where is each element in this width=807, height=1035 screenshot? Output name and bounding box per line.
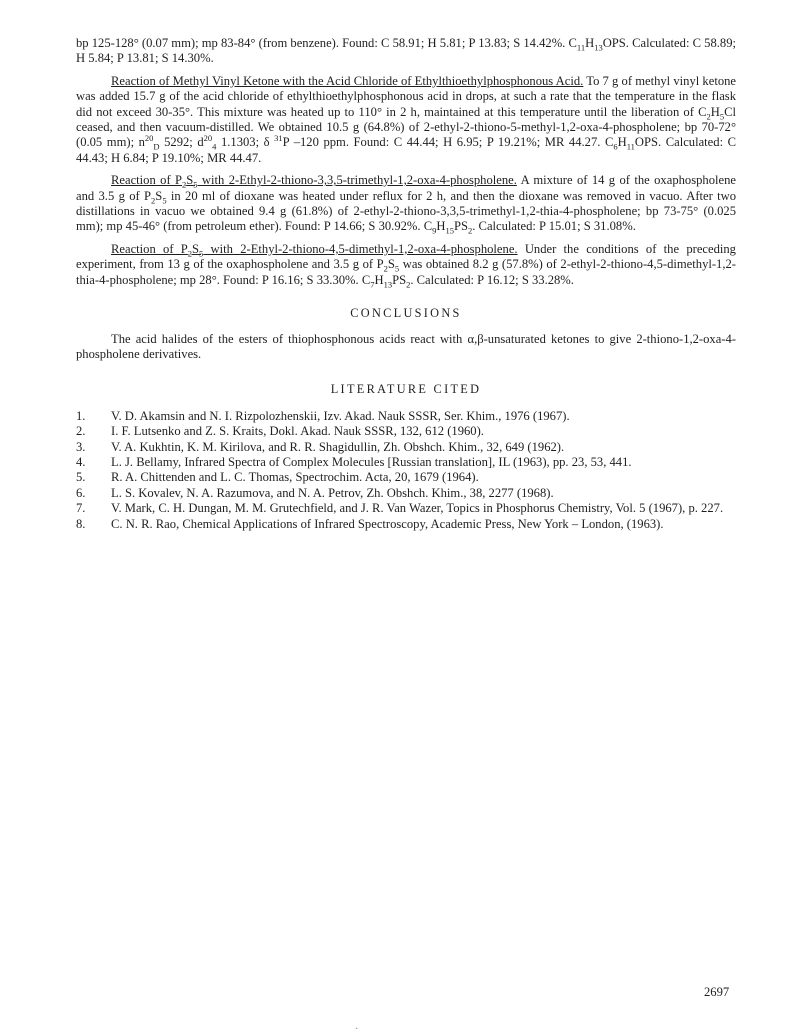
reference-text: L. J. Bellamy, Infrared Spectra of Complex Molecules [Russian translation], IL (1963), pp. 23, 53, 441. [111,454,632,469]
reference-text: C. N. R. Rao, Chemical Applications of Infrared Spectroscopy, Academic Press, New York – London, (1963). [111,516,664,531]
paragraph-methyl-vinyl-ketone [76,74,736,166]
reference-text: I. F. Lutsenko and Z. S. Kraits, Dokl. Akad. Nauk SSSR, 132, 612 (1960). [111,424,484,439]
subscript: 5 [719,111,725,122]
text-span: with 2-Ethyl-2-thiono-3,3,5-trimethyl-1,2-oxa-4-phospholene. [197,173,517,188]
subscript: 2 [706,111,711,122]
text-span: 5292; d [159,135,204,150]
reference-list [76,409,736,532]
text-span: was obtained 8.2 g (57.8%) of 2-ethyl-2-thiono-4,5-dimethyl-1,2-thia-4-phospholene; mp 28°. Found: P 16.16; S 33.30%. C [76,257,736,287]
text-span: OPS. Calculated: C 44.43; H 6.84; P 19.10%; MR 44.47. [76,135,737,165]
text-span: H [585,36,595,50]
paragraph-title [111,173,517,190]
text-span: H [710,104,720,119]
reference-number: 8. [76,516,86,531]
reference-item [76,440,736,455]
subscript: 5 [162,195,167,206]
reference-item [76,455,736,470]
reference-item [76,424,736,439]
reference-text: L. S. Kovalev, N. A. Razumova, and N. A. Petrov, Zh. Obshch. Khim., 38, 2277 (1968). [111,485,554,500]
text-span: bp 125-128° (0.07 mm); mp 83-84° (from benzene). Found: C 58.91; H 5.81; P 13.83; S 14.42%. C [76,36,577,50]
subscript: 4 [212,141,217,152]
paragraph-p2s5-trimethyl [76,173,736,235]
paragraph-title [111,241,518,259]
paragraph-p2s5-dimethyl [76,242,736,288]
conclusions-text: The acid halides of the esters of thiophosphonous acids react with α,β-unsaturated ketones to give 2-thiono-1,2-oxa-4-phospholene derivatives. [76,331,736,361]
text-span: Reaction of P [111,173,183,188]
subscript: 13 [594,42,603,53]
reference-number: 5. [76,470,86,485]
superscript: 20 [144,133,154,144]
scan-mark: · [355,1024,359,1035]
subscript: 11 [626,141,635,152]
text-span: H [617,135,627,150]
subscript: 6 [613,141,618,152]
text-span: S [192,241,200,256]
reference-item [76,409,736,424]
subscript: 2 [151,195,156,206]
subscript: 5 [199,248,204,259]
superscript: 31 [274,133,283,144]
reference-number: 7. [76,501,86,516]
reference-item [76,517,736,532]
reference-item [76,501,736,516]
subscript: D [153,141,160,152]
subscript: 15 [445,225,454,236]
reference-number: 4. [76,454,86,469]
subscript: 11 [576,42,586,53]
subscript: 5 [193,179,198,190]
conclusions-heading: CONCLUSIONS [350,306,462,321]
subscript: 2 [187,248,193,259]
paragraph-title: Reaction of Methyl Vinyl Ketone with the Acid Chloride of Ethylthioethylphosphonous Acid. [111,73,584,88]
text-span: . Calculated: P 16.12; S 33.28%. [410,272,574,287]
text-span: . Calculated: P 15.01; S 31.08%. [472,219,636,234]
subscript: 9 [432,225,437,236]
subscript: 5 [394,263,400,274]
text-span: Under the conditions of the preceding experiment, from 13 g of the oxaphospholene and 3.5 g of P [76,241,736,272]
text-span: PS [453,219,468,234]
reference-text: V. Mark, C. H. Dungan, M. M. Grutechfield, and J. R. Van Wazer, Topics in Phosphorus Chemistry, Vol. 5 (1967), p. 227. [111,501,724,516]
subscript: 2 [383,263,388,274]
text-span: S [387,257,395,272]
text-span: 1.1303; δ [216,135,275,150]
subscript: 2 [182,179,187,190]
reference-number: 3. [76,439,86,454]
superscript: 20 [203,133,213,144]
reference-item [76,470,736,485]
reference-text: R. A. Chittenden and L. C. Thomas, Spectrochim. Acta, 20, 1679 (1964). [111,470,479,485]
reference-item [76,486,736,501]
text-span: Cl ceased, and then vacuum-distilled. We obtained 10.5 g (64.8%) of 2-ethyl-2-thiono-5-methyl-1,2-oxa-4-phospholene; bp 70-72° (0.05 mm); n [76,104,736,150]
text-span: P –120 ppm. Found: C 44.44; H 6.95; P 19.21%; MR 44.27. C [282,135,614,150]
subscript: 2 [406,279,411,290]
text-span: S [186,173,194,188]
subscript: 2 [468,225,473,236]
text-span: Reaction of P [111,241,188,256]
subscript: 13 [383,279,393,290]
reference-number: 6. [76,485,86,500]
text-span: H [436,219,446,234]
page-number: 2697 [704,985,730,999]
text-span: in 20 ml of dioxane was heated under reflux for 2 h, and then the dioxane was removed in vacuo. After two distillations in vacuo we obtained 9.4 g (61.8%) of 2-ethyl-2-thiono-3,3,5-trimethyl-1,2-thia-4-phospholene; bp 73-75° (0.025 mm); mp 45-46° (from petroleum ether). Found: P 14.66; S 30.92%. C [76,188,737,234]
reference-number: 1. [76,408,86,423]
literature-heading: LITERATURE CITED [330,382,482,397]
text-span: PS [392,272,407,287]
reference-text: V. D. Akamsin and N. I. Rizpolozhenskii, Izv. Akad. Nauk SSSR, Ser. Khim., 1976 (1967). [111,408,570,423]
text-span: To 7 g of methyl vinyl ketone was added 15.7 g of the acid chloride of ethylthioethylphosphonous acid in drops, at such a rate that the temperature in the flask did not exceed 30-35°. This mixture was heated up to 110° in 2 h, maintained at this temperature until the liberation of C [76,73,736,119]
text-span: S [155,188,163,203]
text-span: A mixture of 14 g of the oxaphospholene and 3.5 g of P [76,173,736,203]
text-span: H [374,272,384,287]
reference-number: 2. [76,424,86,439]
subscript: 7 [370,279,375,290]
paragraph-continued-data [76,36,736,67]
text-span: with 2-Ethyl-2-thiono-4,5-dimethyl-1,2-oxa-4-phospholene. [203,241,518,256]
text-span: OPS. Calculated: C 58.89; H 5.84; P 13.81; S 14.30%. [76,36,736,66]
reference-text: V. A. Kukhtin, K. M. Kirilova, and R. R. Shagidullin, Zh. Obshch. Khim., 32, 649 (1962). [111,439,565,454]
paper-page [76,36,736,532]
